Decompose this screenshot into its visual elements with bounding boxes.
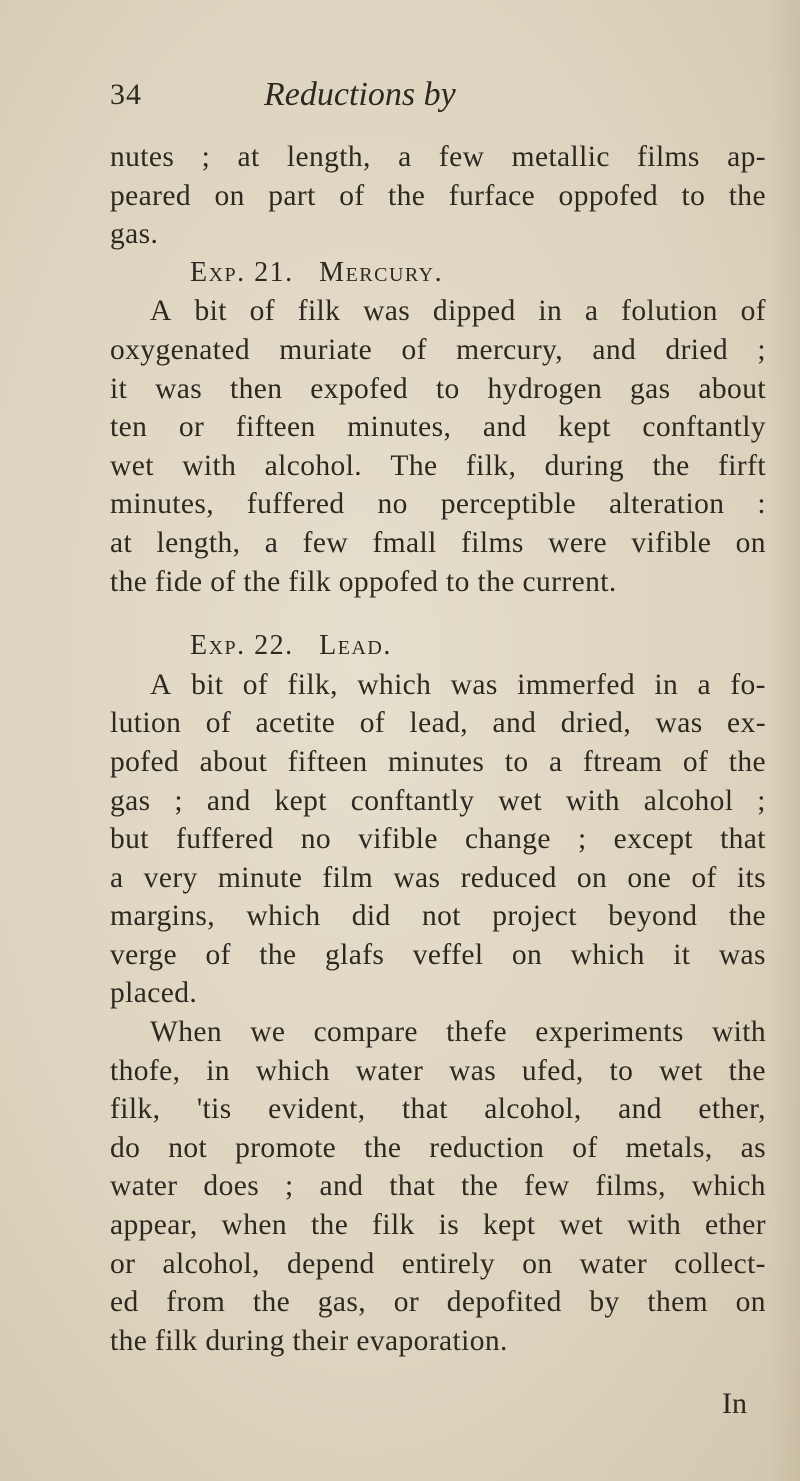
text-line: at length, a few fmall films were vifible on [110,526,766,559]
text-line: do not promote the reduction of metals, as [110,1131,766,1164]
paragraph-exp21 [110,292,766,601]
text-line: margins, which did not project beyond the [110,900,766,933]
running-head: Reductions by [264,76,456,113]
heading-title: Mercury. [319,256,444,288]
text-line: but fuffered no vifible change ; except that [110,823,766,856]
heading-number: Exp. 21. [190,256,294,288]
text-line: gas ; and kept conftantly wet with alcohol ; [110,784,766,817]
text-line: ed from the gas, or depofited by them on [110,1286,766,1319]
text-line: A bit of filk, which was immerfed in a fo- [150,668,766,701]
text-line: nutes ; at length, a few metallic films ap- [110,141,766,173]
text-line: appear, when the filk is kept wet with ether [110,1209,766,1242]
text-line: placed. [110,977,198,1010]
text-line: ten or fifteen minutes, and kept conftantly [110,411,766,444]
text-line: wet with alcohol. The filk, during the firft [110,449,766,482]
text-line: filk, 'tis evident, that alcohol, and ether, [110,1093,766,1126]
text-line: the fide of the filk oppofed to the current. [110,565,617,598]
text-line: oxygenated muriate of mercury, and dried ; [110,333,766,366]
heading-title: Lead. [319,630,392,662]
text-line: gas. [110,218,159,251]
text-line: pofed about fifteen minutes to a ftream of the [110,745,766,778]
text-line: a very minute film was reduced on one of its [110,861,766,894]
text-line: the filk during their evaporation. [110,1324,508,1357]
text-line: thofe, in which water was ufed, to wet the [110,1054,766,1087]
text-line: peared on part of the furface oppofed to the [110,179,766,212]
catchword: In [722,1387,747,1420]
text-line: water does ; and that the few films, which [110,1170,766,1203]
heading-number: Exp. 22. [190,630,294,662]
text-line: A bit of filk was dipped in a folution of [150,295,766,328]
paragraph-exp22 [110,666,766,1361]
text-line: it was then expofed to hydrogen gas about [110,372,766,405]
text-line: or alcohol, depend entirely on water collect- [110,1247,766,1280]
text-line: verge of the glafs veffel on which it was [110,938,766,971]
page-edge-shadow [770,0,800,1481]
page-body [110,138,766,1360]
text-line: lution of acetite of lead, and dried, was ex- [110,707,766,740]
section-heading-exp21 [110,254,766,293]
page-header [110,78,750,128]
text-line: When we compare thefe experiments with [150,1016,766,1049]
text-line: minutes, fuffered no perceptible alteration : [110,488,766,521]
section-heading-exp22 [110,627,766,666]
page-number: 34 [110,78,142,111]
